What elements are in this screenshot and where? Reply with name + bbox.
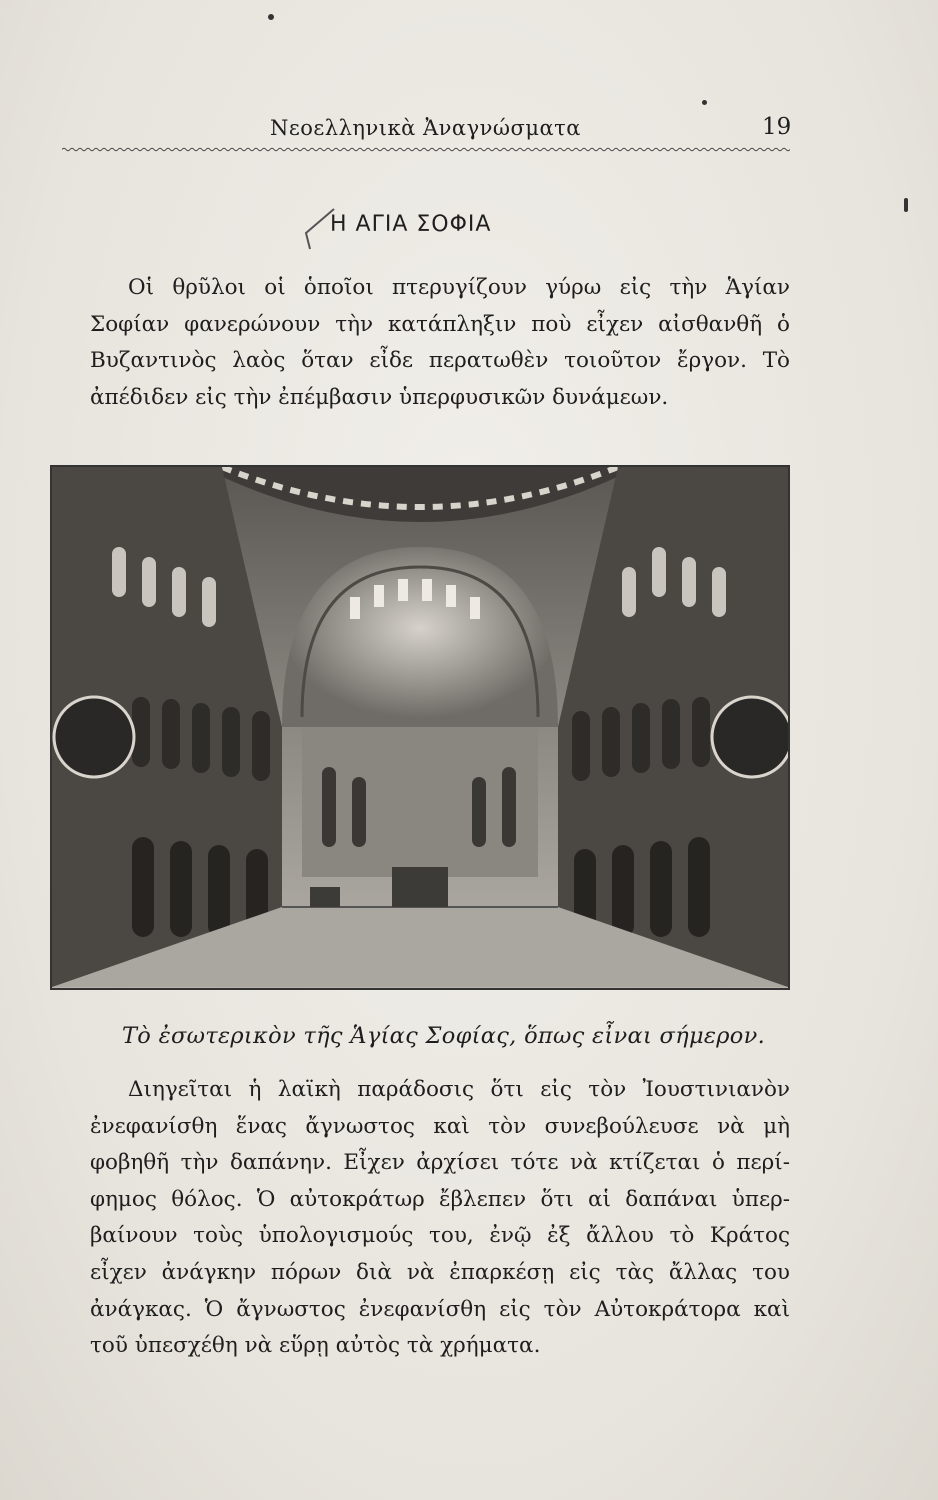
text-line: Οἱ θρῦλοι οἱ ὁποῖοι πτερυγίζουν γύρω εἰς τὴν Ἁγίαν [128,275,790,300]
running-header-title: Νεοελληνικὰ Ἀναγνώσματα [270,116,581,140]
header-wavy-rule [62,147,790,152]
text-line: ἀνάγκας. Ὁ ἄγνωστος ἐνεφανίσθη εἰς τὸν Αὐτοκράτορα καὶ [90,1296,790,1322]
text-line: ἐνεφανίσθη ἕνας ἄγνωστος καὶ τὸν συνεβούλευσε νὰ μὴ [90,1113,790,1139]
ink-speck [904,198,908,212]
text-line: Διηγεῖται ἡ λαϊκὴ παράδοσις ὅτι εἰς τὸν Ἰουστινιανὸν [128,1077,790,1102]
page-number: 19 [762,114,792,140]
text-line: φημος θόλος. Ὁ αὐτοκράτωρ ἔβλεπεν ὅτι αἱ δαπάναι ὑπερ- [90,1186,790,1212]
text-line: βαίνουν τοὺς ὑπολογισμούς του, ἐνῷ ἐξ ἄλλου τὸ Κράτος [90,1223,790,1249]
text-line: Βυζαντινὸς λαὸς ὅταν εἶδε περατωθὲν τοιοῦτον ἔργον. Τὸ [90,348,790,374]
ink-speck [702,100,707,105]
hagia-sophia-interior-photo [50,465,790,990]
text-line: φοβηθῆ τὴν δαπάνην. Εἶχεν ἀρχίσει τότε νὰ κτίζεται ὁ περί- [90,1150,790,1176]
figure-caption: Τὸ ἐσωτερικὸν τῆς Ἁγίας Σοφίας, ὅπως εἶναι σήμερον. [122,1023,766,1049]
ink-speck [268,14,274,20]
section-title: Η ΑΓΙΑ ΣΟΦΙΑ [330,212,492,237]
text-line: τοῦ ὑπεσχέθη νὰ εὕρῃ αὐτὸς τὰ χρήματα. [90,1333,541,1359]
text-line: ἀπέδιδεν εἰς τὴν ἐπέμβασιν ὑπερφυσικῶν δυνάμεων. [90,384,669,410]
text-line: Σοφίαν φανερώνουν τὴν κατάπληξιν ποὺ εἶχεν αἰσθανθῆ ὁ [90,311,790,337]
paragraph-legend [90,1072,790,1365]
text-line: εἶχεν ἀνάγκην πόρων διὰ νὰ ἐπαρκέσῃ εἰς τὰς ἄλλας του [90,1259,790,1285]
paragraph-intro [90,270,790,416]
